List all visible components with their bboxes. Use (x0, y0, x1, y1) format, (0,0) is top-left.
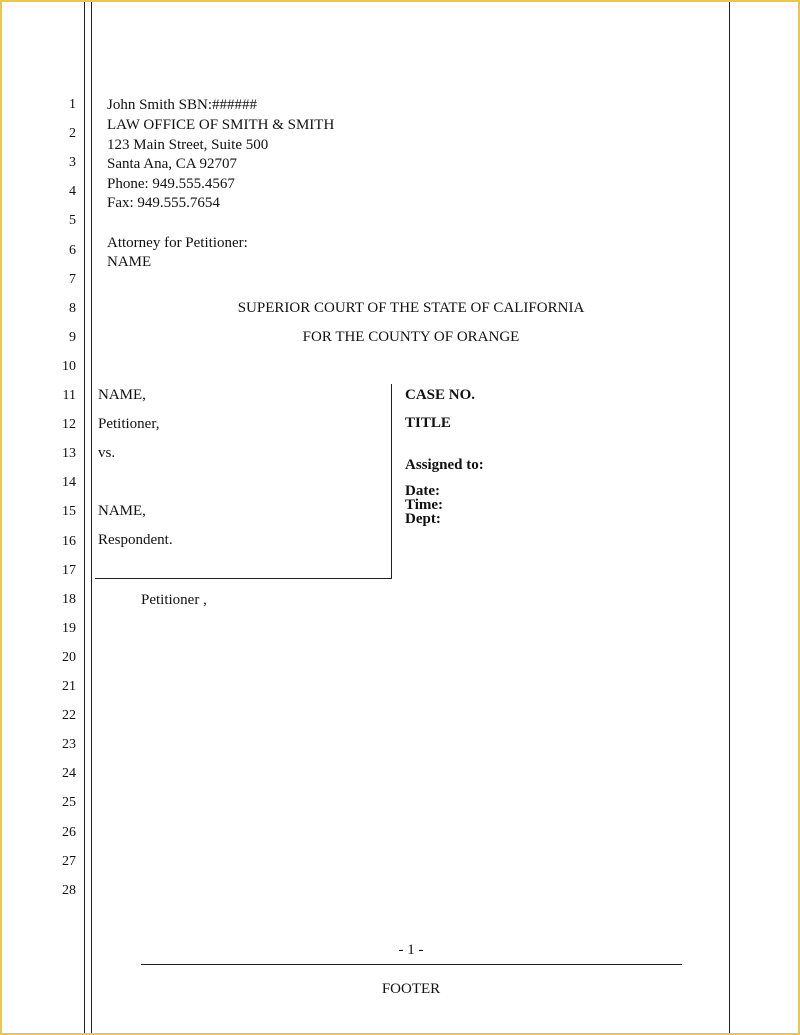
right-margin-rule (729, 2, 730, 1033)
line-number: 26 (62, 824, 76, 840)
line-number: 21 (62, 679, 76, 694)
left-margin-rule-inner (91, 2, 92, 1033)
page-number: - 1 - (398, 942, 424, 958)
document-title: TITLE (405, 415, 451, 431)
line-number: 13 (62, 446, 76, 462)
line-number: 3 (69, 155, 76, 171)
assigned-to-label: Assigned to: (405, 457, 484, 473)
caption-bottom-rule (95, 578, 392, 579)
line-number: 6 (69, 242, 76, 258)
versus-text: vs. (98, 445, 116, 461)
client-name: NAME (107, 254, 152, 270)
city-address: Santa Ana, CA 92707 (107, 156, 237, 172)
line-number: 11 (62, 388, 76, 403)
footer-label: FOOTER (381, 981, 441, 997)
line-number: 5 (69, 213, 76, 229)
line-number: 24 (62, 766, 76, 782)
street-address: 123 Main Street, Suite 500 (107, 137, 269, 153)
law-firm-name: LAW OFFICE OF SMITH & SMITH (107, 117, 335, 133)
department-label: Dept: (405, 511, 441, 527)
line-number: 14 (62, 475, 76, 491)
line-number: 23 (62, 737, 76, 753)
petitioner-role: Petitioner, (98, 416, 160, 432)
hearing-date-label: Date: (405, 483, 440, 499)
line-number: 12 (62, 417, 76, 433)
line-number: 18 (62, 591, 76, 607)
county-name: FOR THE COUNTY OF ORANGE (302, 329, 520, 345)
line-number: 4 (69, 184, 76, 200)
left-margin-rule-outer (84, 2, 85, 1033)
line-number: 2 (69, 126, 76, 142)
line-number: 15 (62, 504, 76, 520)
hearing-time-label: Time: (405, 497, 444, 513)
respondent-name: NAME, (98, 503, 146, 519)
court-name: SUPERIOR COURT OF THE STATE OF CALIFORNIA (237, 300, 585, 316)
line-number: 9 (69, 329, 76, 345)
line-number: 19 (62, 620, 76, 636)
line-number: 1 (69, 97, 76, 112)
line-number: 27 (62, 853, 76, 869)
respondent-role: Respondent. (98, 532, 173, 548)
body-first-line: Petitioner , (141, 592, 207, 608)
line-number: 25 (62, 795, 76, 811)
line-number: 20 (62, 649, 76, 665)
line-number: 28 (62, 882, 76, 898)
petitioner-name: NAME, (98, 387, 146, 403)
attorney-for-label: Attorney for Petitioner: (107, 235, 248, 251)
line-number: 10 (62, 358, 76, 374)
line-number: 7 (69, 271, 76, 287)
line-number: 8 (69, 300, 76, 316)
phone-number: Phone: 949.555.4567 (107, 176, 235, 192)
attorney-name: John Smith SBN:###### (107, 97, 258, 113)
footer-rule (141, 964, 682, 965)
fax-number: Fax: 949.555.7654 (107, 195, 220, 211)
line-number: 17 (62, 562, 76, 578)
line-number: 16 (62, 533, 76, 549)
caption-divider (391, 384, 392, 579)
case-number-label: CASE NO. (405, 387, 476, 403)
line-number: 22 (62, 708, 76, 724)
